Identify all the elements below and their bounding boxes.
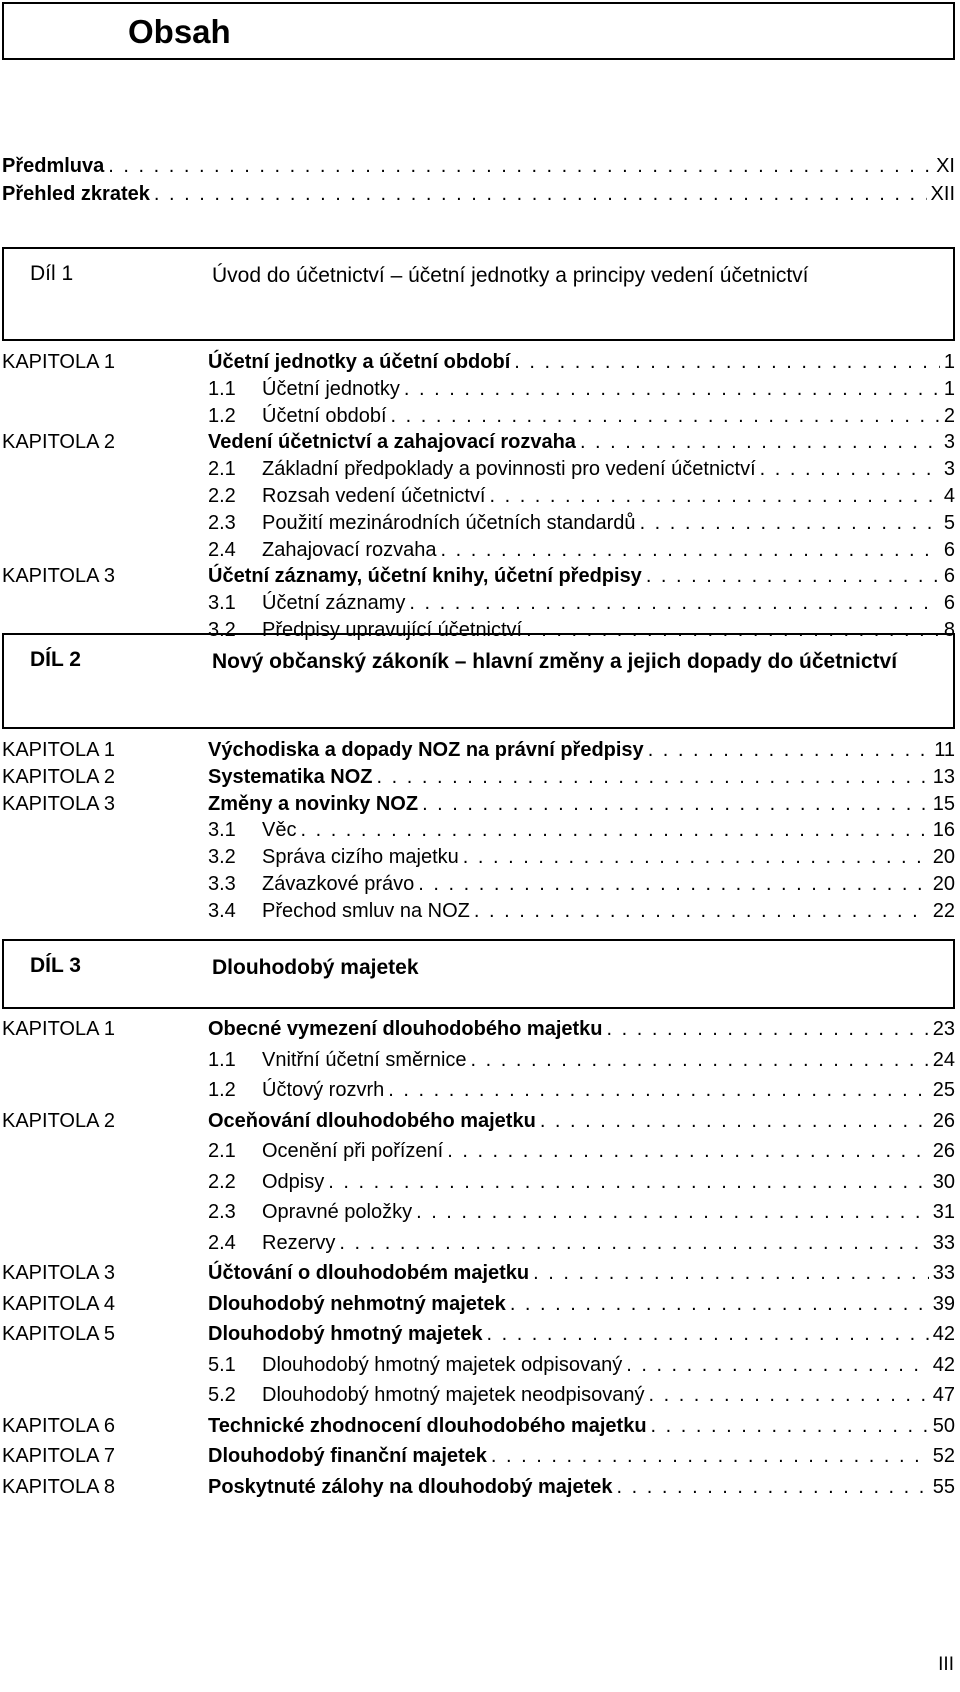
toc-row[interactable] bbox=[0, 1474, 960, 1500]
dot-leader bbox=[447, 1138, 929, 1164]
dot-leader bbox=[646, 563, 940, 589]
page-number-ref: 11 bbox=[934, 739, 955, 761]
dot-leader bbox=[491, 1443, 929, 1469]
dot-leader bbox=[154, 181, 927, 207]
toc-row[interactable] bbox=[0, 791, 960, 817]
toc-entry[interactable] bbox=[208, 1077, 955, 1103]
entry-title: Přechod smluv na NOZ bbox=[262, 899, 470, 922]
toc-row[interactable] bbox=[0, 1230, 960, 1256]
toc-entry[interactable] bbox=[208, 898, 955, 924]
toc-entry[interactable] bbox=[208, 871, 955, 897]
toc-row[interactable] bbox=[0, 537, 960, 563]
entry-title: Zahajovací rozvaha bbox=[262, 538, 437, 561]
section-number: 2.3 bbox=[208, 1201, 236, 1223]
entry-title: Dlouhodobý hmotný majetek odpisovaný bbox=[262, 1353, 623, 1376]
dot-leader bbox=[471, 1047, 929, 1073]
entry-title: Vedení účetnictví a zahajovací rozvaha bbox=[208, 431, 576, 454]
chapter-label: KAPITOLA 1 bbox=[2, 739, 116, 761]
dot-leader bbox=[441, 537, 940, 563]
toc-entry[interactable] bbox=[2, 181, 955, 207]
toc-row[interactable] bbox=[0, 817, 960, 843]
page-number-ref: 52 bbox=[932, 1445, 955, 1467]
entry-title: Rozsah vedení účetnictví bbox=[262, 485, 486, 507]
toc-row[interactable] bbox=[0, 1260, 960, 1286]
page-number-ref: 31 bbox=[932, 1201, 955, 1223]
section-number: 1.1 bbox=[208, 1048, 236, 1071]
section-number: 3.2 bbox=[208, 619, 236, 641]
part-title: Úvod do účetnictví – účetní jednotky a principy vedení účetnictví bbox=[212, 264, 809, 287]
chapter-label: KAPITOLA 1 bbox=[2, 351, 116, 373]
chapter-label: KAPITOLA 2 bbox=[2, 765, 116, 788]
toc-entry[interactable] bbox=[208, 349, 955, 375]
toc-entry[interactable] bbox=[208, 1230, 955, 1256]
section-number: 3.2 bbox=[208, 846, 236, 869]
entry-title: Obecné vymezení dlouhodobého majetku bbox=[208, 1018, 603, 1040]
toc-entry[interactable] bbox=[2, 153, 955, 179]
section-number: 2.1 bbox=[208, 458, 236, 481]
page-number-ref: 6 bbox=[943, 538, 955, 561]
entry-title: Použití mezinárodních účetních standardů bbox=[262, 511, 636, 534]
toc-entry[interactable] bbox=[208, 1047, 955, 1073]
entry-title: Závazkové právo bbox=[262, 873, 415, 895]
entry-title: Odpisy bbox=[262, 1170, 325, 1193]
entry-title: Základní předpoklady a povinnosti pro vedení účetnictví bbox=[262, 458, 756, 481]
chapter-label: KAPITOLA 2 bbox=[2, 1109, 116, 1132]
dot-leader bbox=[377, 764, 929, 790]
toc-entry[interactable] bbox=[208, 1169, 955, 1195]
toc-row[interactable] bbox=[0, 563, 960, 589]
entry-title: Dlouhodobý hmotný majetek neodpisovaný bbox=[262, 1384, 645, 1406]
page-number: III bbox=[938, 1654, 954, 1675]
toc-row[interactable] bbox=[0, 1413, 960, 1439]
page-number-ref: 20 bbox=[932, 846, 955, 869]
entry-title: Systematika NOZ bbox=[208, 765, 373, 788]
toc-entry[interactable] bbox=[208, 1260, 955, 1286]
page-number-ref: 20 bbox=[932, 873, 955, 895]
chapter-label: KAPITOLA 8 bbox=[2, 1475, 116, 1498]
page-number-ref: 16 bbox=[932, 819, 955, 842]
dot-leader bbox=[514, 349, 940, 375]
section-number: 5.1 bbox=[208, 1353, 236, 1376]
dot-leader bbox=[328, 1169, 929, 1195]
toc-row[interactable] bbox=[0, 1016, 960, 1042]
entry-title: Technické zhodnocení dlouhodobého majetku bbox=[208, 1414, 647, 1437]
entry-title: Poskytnuté zálohy na dlouhodobý majetek bbox=[208, 1475, 613, 1498]
chapter-label: KAPITOLA 2 bbox=[2, 431, 116, 454]
part-header bbox=[2, 939, 955, 1009]
entry-title: Přehled zkratek bbox=[2, 183, 150, 205]
section-number: 2.4 bbox=[208, 1231, 236, 1254]
dot-leader bbox=[463, 844, 929, 870]
toc-entry[interactable] bbox=[208, 483, 955, 509]
page-number-ref: 33 bbox=[932, 1262, 955, 1284]
entry-title: Dlouhodobý finanční majetek bbox=[208, 1445, 487, 1467]
part-number: Díl 1 bbox=[30, 262, 74, 285]
entry-title: Účetní jednotky a účetní období bbox=[208, 351, 511, 373]
part-title: Nový občanský zákoník – hlavní změny a jejich dopady do účetnictví bbox=[212, 650, 898, 673]
page-number-ref: 8 bbox=[943, 619, 955, 641]
entry-title: Účetní záznamy, účetní knihy, účetní předpisy bbox=[208, 565, 642, 588]
dot-leader bbox=[339, 1230, 928, 1256]
page-number-ref: 22 bbox=[932, 899, 955, 922]
dot-leader bbox=[418, 871, 928, 897]
page-number-ref: 2 bbox=[943, 404, 955, 427]
dot-leader bbox=[404, 376, 940, 402]
dot-leader bbox=[510, 1291, 929, 1317]
toc-row[interactable] bbox=[0, 1321, 960, 1347]
page-number-ref: 1 bbox=[943, 377, 955, 400]
entry-title: Předpisy upravující účetnictví bbox=[262, 619, 523, 641]
section-number: 1.2 bbox=[208, 404, 236, 427]
section-number: 3.3 bbox=[208, 873, 236, 895]
page-number-ref: 23 bbox=[932, 1018, 955, 1040]
entry-title: Správa cizího majetku bbox=[262, 846, 459, 869]
entry-title: Věc bbox=[262, 819, 297, 842]
title-box bbox=[2, 2, 955, 60]
part-header bbox=[2, 247, 955, 341]
dot-leader bbox=[760, 456, 940, 482]
section-number: 2.1 bbox=[208, 1140, 236, 1162]
page-number-ref: 26 bbox=[932, 1109, 955, 1132]
toc-row[interactable] bbox=[0, 1077, 960, 1103]
toc-row[interactable] bbox=[0, 403, 960, 429]
entry-title: Dlouhodobý hmotný majetek bbox=[208, 1323, 483, 1345]
dot-leader bbox=[416, 1199, 929, 1225]
entry-title: Účetní období bbox=[262, 404, 387, 427]
entry-title: Ocenění při pořízení bbox=[262, 1140, 444, 1162]
toc-entry[interactable] bbox=[208, 1474, 955, 1500]
dot-leader bbox=[388, 1077, 929, 1103]
page-number-ref: 30 bbox=[932, 1170, 955, 1193]
entry-title: Rezervy bbox=[262, 1231, 336, 1254]
dot-leader bbox=[648, 1382, 928, 1408]
page-number-ref: 47 bbox=[932, 1384, 955, 1406]
section-number: 2.2 bbox=[208, 485, 236, 507]
page-number-ref: 13 bbox=[932, 765, 955, 788]
toc-row[interactable] bbox=[0, 1169, 960, 1195]
page-number-ref: 4 bbox=[943, 485, 955, 507]
dot-leader bbox=[626, 1352, 929, 1378]
toc-row[interactable] bbox=[0, 1443, 960, 1469]
toc-row[interactable] bbox=[0, 1382, 960, 1408]
section-number: 1.1 bbox=[208, 377, 236, 400]
toc-row[interactable] bbox=[0, 844, 960, 870]
section-number: 3.4 bbox=[208, 899, 236, 922]
entry-title: Účtový rozvrh bbox=[262, 1079, 385, 1101]
entry-title: Vnitřní účetní směrnice bbox=[262, 1048, 467, 1071]
dot-leader bbox=[640, 510, 940, 536]
section-number: 2.2 bbox=[208, 1170, 236, 1193]
page-number-ref: 33 bbox=[932, 1231, 955, 1254]
page-number-ref: XII bbox=[930, 183, 955, 205]
entry-title: Předmluva bbox=[2, 155, 105, 177]
page-number-ref: 1 bbox=[943, 351, 955, 373]
toc-entry[interactable] bbox=[208, 1138, 955, 1164]
toc-entry[interactable] bbox=[208, 817, 955, 843]
toc-entry[interactable] bbox=[208, 510, 955, 536]
toc-entry[interactable] bbox=[208, 1321, 955, 1347]
toc-entry[interactable] bbox=[208, 1413, 955, 1439]
page-number-ref: 3 bbox=[943, 458, 955, 481]
toc-row[interactable] bbox=[0, 1108, 960, 1134]
part-number: DÍL 3 bbox=[30, 954, 81, 977]
toc-entry[interactable] bbox=[208, 1352, 955, 1378]
toc-entry[interactable] bbox=[208, 737, 955, 763]
toc-entry[interactable] bbox=[208, 791, 955, 817]
page-number-ref: 3 bbox=[943, 431, 955, 454]
page-number-ref: 42 bbox=[932, 1353, 955, 1376]
entry-title: Účtování o dlouhodobém majetku bbox=[208, 1262, 530, 1284]
chapter-label: KAPITOLA 6 bbox=[2, 1414, 116, 1437]
section-number: 3.1 bbox=[208, 819, 236, 842]
entry-title: Oceňování dlouhodobého majetku bbox=[208, 1109, 536, 1132]
dot-leader bbox=[648, 737, 931, 763]
toc-row[interactable] bbox=[0, 349, 960, 375]
chapter-label: KAPITOLA 4 bbox=[2, 1292, 116, 1315]
page-number-ref: 42 bbox=[932, 1323, 955, 1345]
toc-row[interactable] bbox=[0, 1138, 960, 1164]
toc-row[interactable] bbox=[0, 1199, 960, 1225]
dot-leader bbox=[607, 1016, 929, 1042]
toc-entry[interactable] bbox=[208, 403, 955, 429]
toc-row[interactable] bbox=[0, 510, 960, 536]
dot-leader bbox=[540, 1108, 929, 1134]
toc-row[interactable] bbox=[0, 376, 960, 402]
dot-leader bbox=[651, 1413, 929, 1439]
page-number-ref: 5 bbox=[943, 511, 955, 534]
entry-title: Opravné položky bbox=[262, 1201, 413, 1223]
chapter-label: KAPITOLA 5 bbox=[2, 1323, 116, 1345]
part-title: Dlouhodobý majetek bbox=[212, 956, 419, 979]
dot-leader bbox=[300, 817, 928, 843]
section-number: 1.2 bbox=[208, 1079, 236, 1101]
toc-entry[interactable] bbox=[208, 1016, 955, 1042]
chapter-label: KAPITOLA 3 bbox=[2, 1262, 116, 1284]
toc-row[interactable] bbox=[0, 1047, 960, 1073]
page-number-ref: 15 bbox=[932, 792, 955, 815]
chapter-label: KAPITOLA 3 bbox=[2, 792, 116, 815]
page-number-ref: 6 bbox=[943, 565, 955, 588]
dot-leader bbox=[391, 403, 940, 429]
dot-leader bbox=[108, 153, 932, 179]
section-number: 3.1 bbox=[208, 592, 236, 615]
dot-leader bbox=[580, 429, 940, 455]
toc-entry[interactable] bbox=[208, 764, 955, 790]
entry-title: Účetní jednotky bbox=[262, 377, 400, 400]
toc-row[interactable] bbox=[0, 590, 960, 616]
toc-entry[interactable] bbox=[208, 1199, 955, 1225]
dot-leader bbox=[486, 1321, 928, 1347]
dot-leader bbox=[533, 1260, 929, 1286]
page-number-ref: 39 bbox=[932, 1292, 955, 1315]
section-number: 2.4 bbox=[208, 538, 236, 561]
page-number-ref: 24 bbox=[932, 1048, 955, 1071]
toc-row[interactable] bbox=[0, 1291, 960, 1317]
toc-entry[interactable] bbox=[208, 1443, 955, 1469]
toc-entry[interactable] bbox=[208, 563, 955, 589]
toc-row[interactable] bbox=[0, 871, 960, 897]
entry-title: Východiska a dopady NOZ na právní předpisy bbox=[208, 739, 644, 761]
section-number: 5.2 bbox=[208, 1384, 236, 1406]
toc-row[interactable] bbox=[0, 898, 960, 924]
page-title: Obsah bbox=[128, 13, 231, 50]
toc-entry[interactable] bbox=[208, 1291, 955, 1317]
dot-leader bbox=[409, 590, 939, 616]
toc-entry[interactable] bbox=[208, 537, 955, 563]
entry-title: Dlouhodobý nehmotný majetek bbox=[208, 1292, 506, 1315]
dot-leader bbox=[617, 1474, 929, 1500]
toc-entry[interactable] bbox=[208, 844, 955, 870]
toc-entry[interactable] bbox=[208, 590, 955, 616]
toc-row[interactable] bbox=[0, 737, 960, 763]
page-number-ref: 6 bbox=[943, 592, 955, 615]
toc-entry[interactable] bbox=[208, 1108, 955, 1134]
toc-row[interactable] bbox=[0, 1352, 960, 1378]
toc-row[interactable] bbox=[0, 429, 960, 455]
toc-row[interactable] bbox=[0, 456, 960, 482]
part-number: DÍL 2 bbox=[30, 648, 81, 671]
entry-title: Změny a novinky NOZ bbox=[208, 792, 419, 815]
toc-entry[interactable] bbox=[208, 456, 955, 482]
front-matter-entry[interactable] bbox=[0, 153, 960, 179]
toc-row[interactable] bbox=[0, 483, 960, 509]
dot-leader bbox=[489, 483, 939, 509]
part-header bbox=[2, 633, 955, 729]
front-matter-entry[interactable] bbox=[0, 181, 960, 207]
dot-leader bbox=[474, 898, 929, 924]
chapter-label: KAPITOLA 7 bbox=[2, 1445, 116, 1467]
page-number-ref: 50 bbox=[932, 1414, 955, 1437]
page-number-ref: 55 bbox=[932, 1475, 955, 1498]
dot-leader bbox=[422, 791, 929, 817]
page-number-ref: 26 bbox=[932, 1140, 955, 1162]
page-number-ref: 25 bbox=[932, 1079, 955, 1101]
page-number-ref: XI bbox=[936, 155, 955, 177]
chapter-label: KAPITOLA 1 bbox=[2, 1018, 116, 1040]
toc-row[interactable] bbox=[0, 764, 960, 790]
entry-title: Účetní záznamy bbox=[262, 592, 406, 615]
section-number: 2.3 bbox=[208, 511, 236, 534]
toc-entry[interactable] bbox=[208, 1382, 955, 1408]
toc-entry[interactable] bbox=[208, 429, 955, 455]
chapter-label: KAPITOLA 3 bbox=[2, 565, 116, 588]
toc-entry[interactable] bbox=[208, 376, 955, 402]
